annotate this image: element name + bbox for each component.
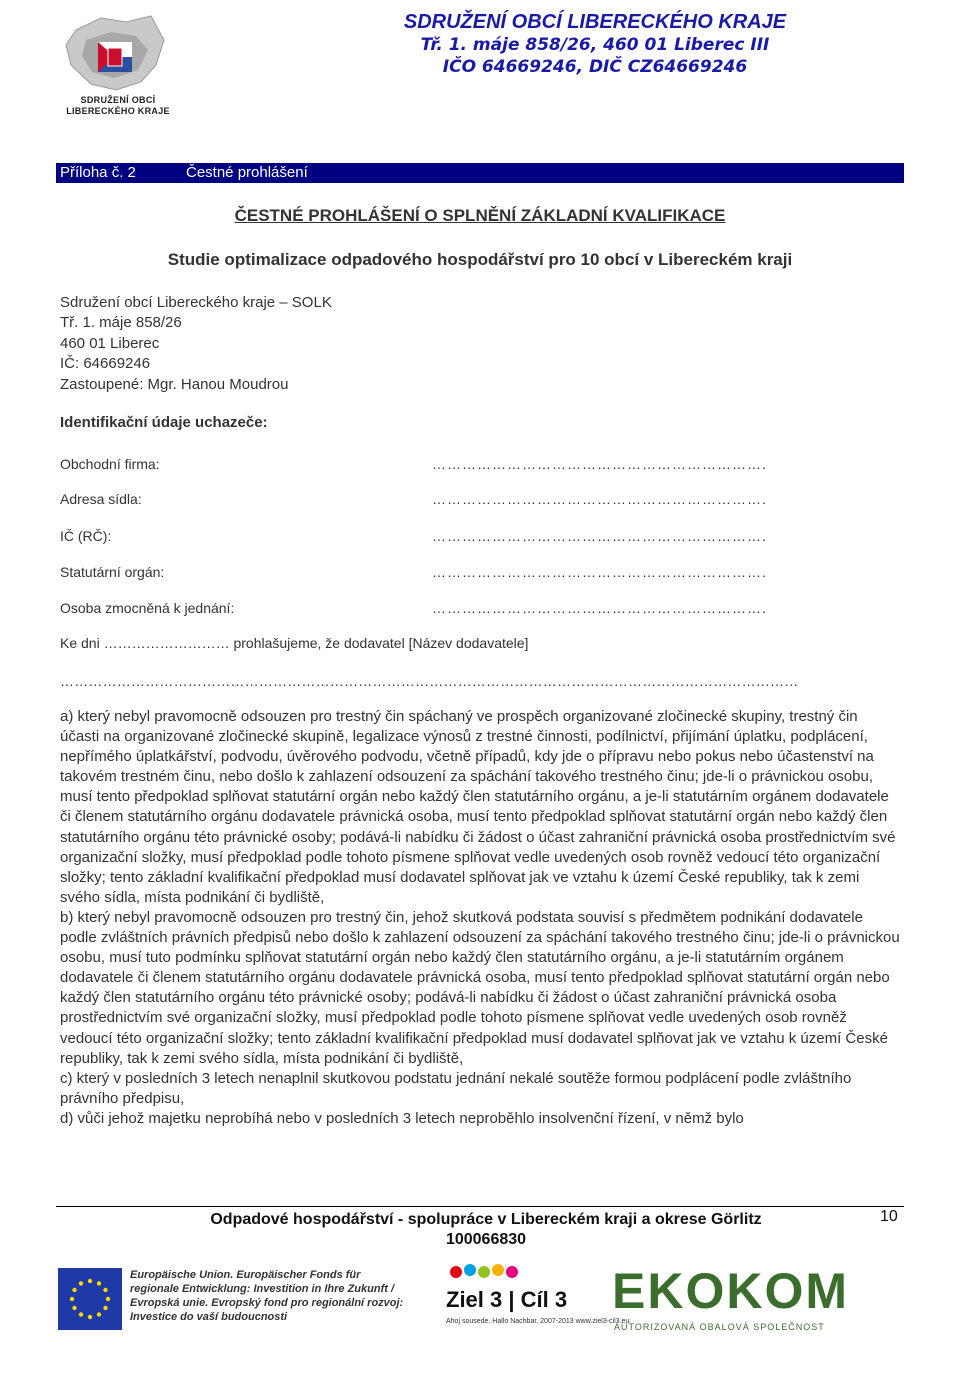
annex-bar: [56, 163, 904, 183]
field-placeholder: ………………………………………………………….: [432, 564, 767, 580]
field-statutory-body: [60, 564, 900, 582]
field-label: Osoba zmocněná k jednání:: [60, 600, 235, 616]
eu-flag-icon: [58, 1268, 122, 1330]
footer-project-number: 100066830: [445, 1231, 527, 1248]
eu-funding-text: Europäische Union. Europäischer Fonds für regionale Entwicklung: Investition in Ihre Zukunft / Evropská unie. Evropský fond pro regionální rozvoj: Investice do vaší budoucnosti: [130, 1269, 404, 1323]
dots-line: …………………………………………………………………………………………………………………………………………: [60, 673, 799, 689]
logo-caption: SDRUŽENÍ OBCÍ LIBERECKÉHO KRAJE: [66, 95, 170, 116]
authority-city: 460 01 Liberec: [60, 334, 160, 352]
field-label: IČ (RČ):: [60, 528, 112, 544]
ekokom-tagline: AUTORIZOVANÁ OBALOVÁ SPOLEČNOST: [614, 1322, 825, 1332]
footer-divider: [56, 1206, 904, 1207]
field-address: [60, 491, 900, 509]
field-label: Obchodní firma:: [60, 456, 160, 472]
field-placeholder: ………………………………………………………….: [432, 491, 767, 507]
org-name: SDRUŽENÍ OBCÍ LIBERECKÉHO KRAJE: [403, 11, 787, 33]
paragraph-d: d) vůči jehož majetku neprobíhá nebo v posledních 3 letech neproběhlo insolvenční řízení, v němž bylo: [60, 1109, 744, 1127]
document-title: ČESTNÉ PROHLÁŠENÍ O SPLNĚNÍ ZÁKLADNÍ KVALIFIKACE: [234, 206, 726, 225]
footer-project: [56, 1210, 916, 1250]
org-address: Tř. 1. máje 858/26, 460 01 Liberec III: [420, 35, 770, 55]
identification-heading: Identifikační údaje uchazeče:: [60, 414, 268, 431]
annex-number: Příloha č. 2: [60, 164, 136, 181]
org-ids: IČO 64669246, DIČ CZ64669246: [442, 57, 748, 77]
field-label: Statutární orgán:: [60, 564, 165, 580]
paragraph-b: b) který nebyl pravomocně odsouzen pro trestný čin, jehož skutková podstata souvisí s předmětem podnikání dodavatele podle zvláštních právních předpisů nebo došlo k zahlazení odsouzení za spáchání takového trestného činu; jde-li o právnickou osobu, musí tuto podmínku splňovat statutární orgán nebo každý člen statutárního orgánu, a je-li statutárním orgánem dodavatele či členem statutárního orgánu dodavatele právnická osoba, musí tento předpoklad splňovat statutární orgán nebo každý člen statutárního orgánu této právnické osoby; podává-li nabídku či žádost o účast zahraniční právnická osoba prostřednictvím své organizační složky, musí předpoklad podle tohoto písmene splňovat vedle uvedených osob rovněž vedoucí této organizační složky; tento základní kvalifikační předpoklad musí dodavatel splňovat jak ve vztahu k území České republiky, tak k zemi svého sídla, místa podnikání či bydliště,: [60, 908, 900, 1067]
document-subtitle: Studie optimalizace odpadového hospodářství pro 10 obcí v Libereckém kraji: [167, 250, 793, 269]
authority-street: Tř. 1. máje 858/26: [60, 314, 182, 332]
field-authorized-person: [60, 600, 900, 618]
ziel3-subtitle: Ahoj sousede. Hallo Nachbar. 2007-2013 www.ziel3-cil3.eu: [446, 1318, 630, 1325]
field-label: Adresa sídla:: [60, 491, 142, 507]
annex-title: Čestné prohlášení: [186, 164, 308, 181]
field-placeholder: ………………………………………………………….: [432, 528, 767, 544]
field-placeholder: ………………………………………………………….: [432, 456, 767, 472]
org-header: [345, 10, 845, 78]
footer-project-name: Odpadové hospodářství - spolupráce v Libereckém kraji a okrese Görlitz: [210, 1211, 762, 1228]
contracting-authority: [60, 293, 332, 395]
paragraph-a: a) který nebyl pravomocně odsouzen pro trestný čin spáchaný ve prospěch organizované zločinecké skupiny, trestný čin účasti na organizované zločinecké skupině, legalizace výnosů z trestné činnosti, podílnictví, přijímání úplatku, podplácení, nepřímého úplatkářství, podvodu, úvěrového podvodu, včetně případů, kdy jde o přípravu nebo pokus nebo účastenství na takovém trestném činu, nebo došlo k zahlazení odsouzení za spáchání takového trestného činu; jde-li o právnickou osobu, musí tento předpoklad splňovat statutární orgán nebo každý člen statutárního orgánu, a je-li statutárním orgánem dodavatele či členem statutárního orgánu dodavatele právnická osoba, musí tento předpoklad splňovat statutární orgán nebo každý člen statutárního orgánu této právnické osoby; podává-li nabídku či žádost o účast zahraniční právnická osoba prostřednictvím své organizační složky, musí předpoklad podle tohoto písmene splňovat vedle uvedených osob rovněž vedoucí této organizační složky; tento základní kvalifikační předpoklad musí dodavatel splňovat jak ve vztahu k území České republiky, tak k zemi svého sídla, místa podnikání či bydliště,: [60, 708, 896, 906]
ziel3-title: Ziel 3 | Cíl 3: [446, 1287, 568, 1312]
authority-name: Sdružení obcí Libereckého kraje – SOLK: [60, 294, 332, 311]
field-ic: [60, 528, 900, 546]
field-company-name: [60, 456, 900, 474]
field-placeholder: ………………………………………………………….: [432, 600, 767, 616]
page-number: 10: [880, 1208, 898, 1225]
paragraph-c: c) který v posledních 3 letech nenaplnil skutkovou podstatu jednání nekalé soutěže formou podplácení podle zvláštního právního předpisu,: [60, 1069, 852, 1107]
ekokom-logo: EKOKOM: [612, 1263, 849, 1319]
authority-representative: Zastoupené: Mgr. Hanou Moudrou: [60, 375, 289, 393]
declaration-intro: Ke dni ……………………… prohlašujeme, že dodavatel [Název dodavatele]: [60, 635, 529, 651]
declaration-body: [60, 707, 900, 1129]
authority-id: IČ: 64669246: [60, 355, 151, 373]
